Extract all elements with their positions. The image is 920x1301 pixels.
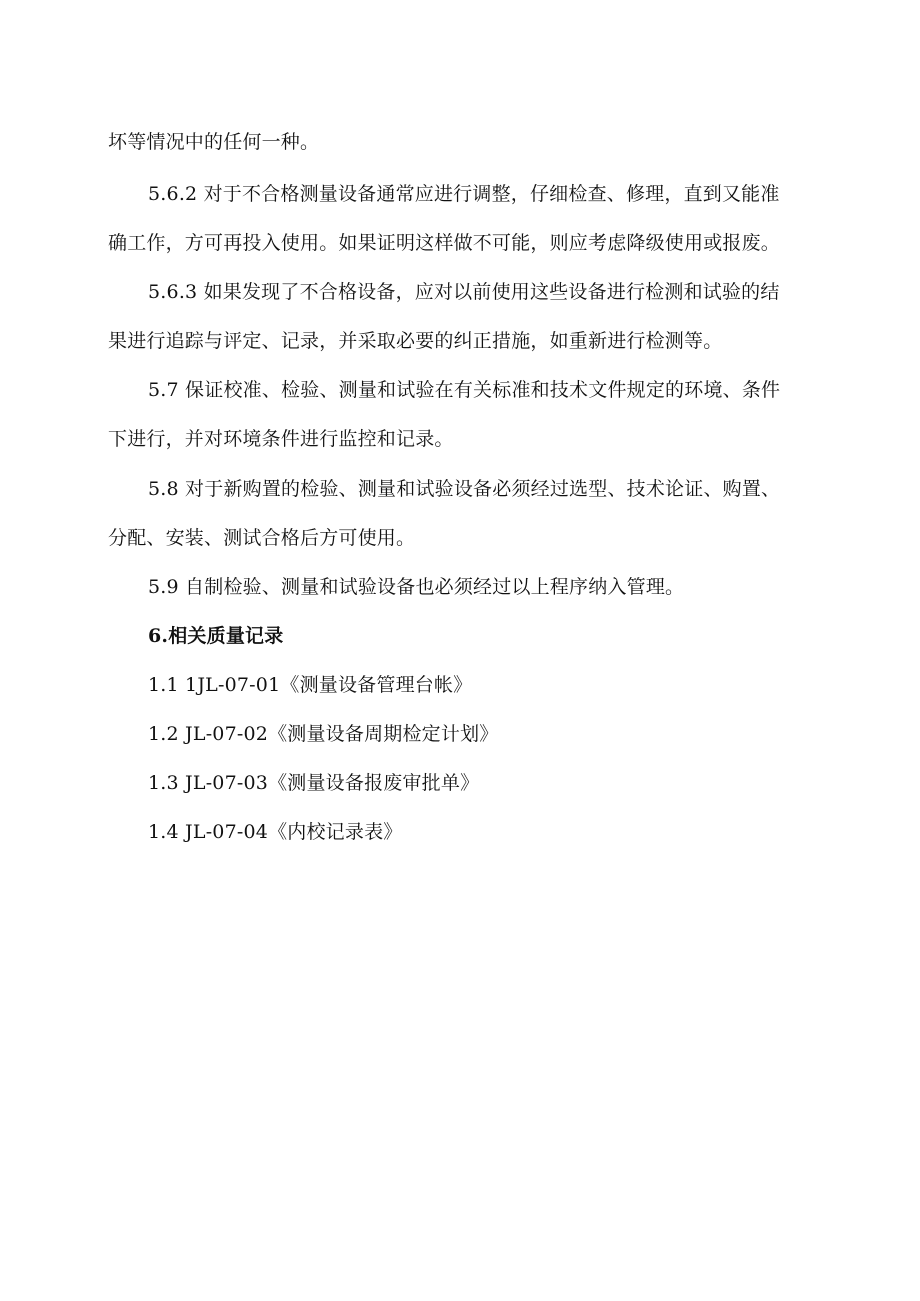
- paragraph-5-6-1-continuation: 坏等情况中的任何一种。: [108, 131, 320, 153]
- record-item: 1.4 JL-07-04《内校记录表》: [148, 821, 403, 843]
- paragraph-5-6-3-line-1: 5.6.3 如果发现了不合格设备，应对以前使用这些设备进行检测和试验的结: [148, 281, 780, 303]
- paragraph-5-6-3-line-2: 果进行追踪与评定、记录，并采取必要的纠正措施，如重新进行检测等。: [108, 330, 723, 352]
- record-item: 1.1 1JL-07-01《测量设备管理台帐》: [148, 674, 473, 696]
- paragraph-5-6-2-line-2: 确工作，方可再投入使用。如果证明这样做不可能，则应考虑降级使用或报废。: [108, 232, 781, 254]
- paragraph-5-8-line-2: 分配、安装、测试合格后方可使用。: [108, 527, 416, 549]
- paragraph-5-9: 5.9 自制检验、测量和试验设备也必须经过以上程序纳入管理。: [148, 576, 685, 598]
- paragraph-5-6-2-line-1: 5.6.2 对于不合格测量设备通常应进行调整，仔细检查、修理，直到又能准: [148, 183, 780, 205]
- section-6-heading: 6.相关质量记录: [148, 625, 284, 647]
- record-item: 1.2 JL-07-02《测量设备周期检定计划》: [148, 723, 499, 745]
- record-item: 1.3 JL-07-03《测量设备报废审批单》: [148, 772, 480, 794]
- paragraph-5-7-line-2: 下进行，并对环境条件进行监控和记录。: [108, 428, 454, 450]
- paragraph-5-7-line-1: 5.7 保证校准、检验、测量和试验在有关标准和技术文件规定的环境、条件: [148, 379, 781, 401]
- paragraph-5-8-line-1: 5.8 对于新购置的检验、测量和试验设备必须经过选型、技术论证、购置、: [148, 478, 781, 500]
